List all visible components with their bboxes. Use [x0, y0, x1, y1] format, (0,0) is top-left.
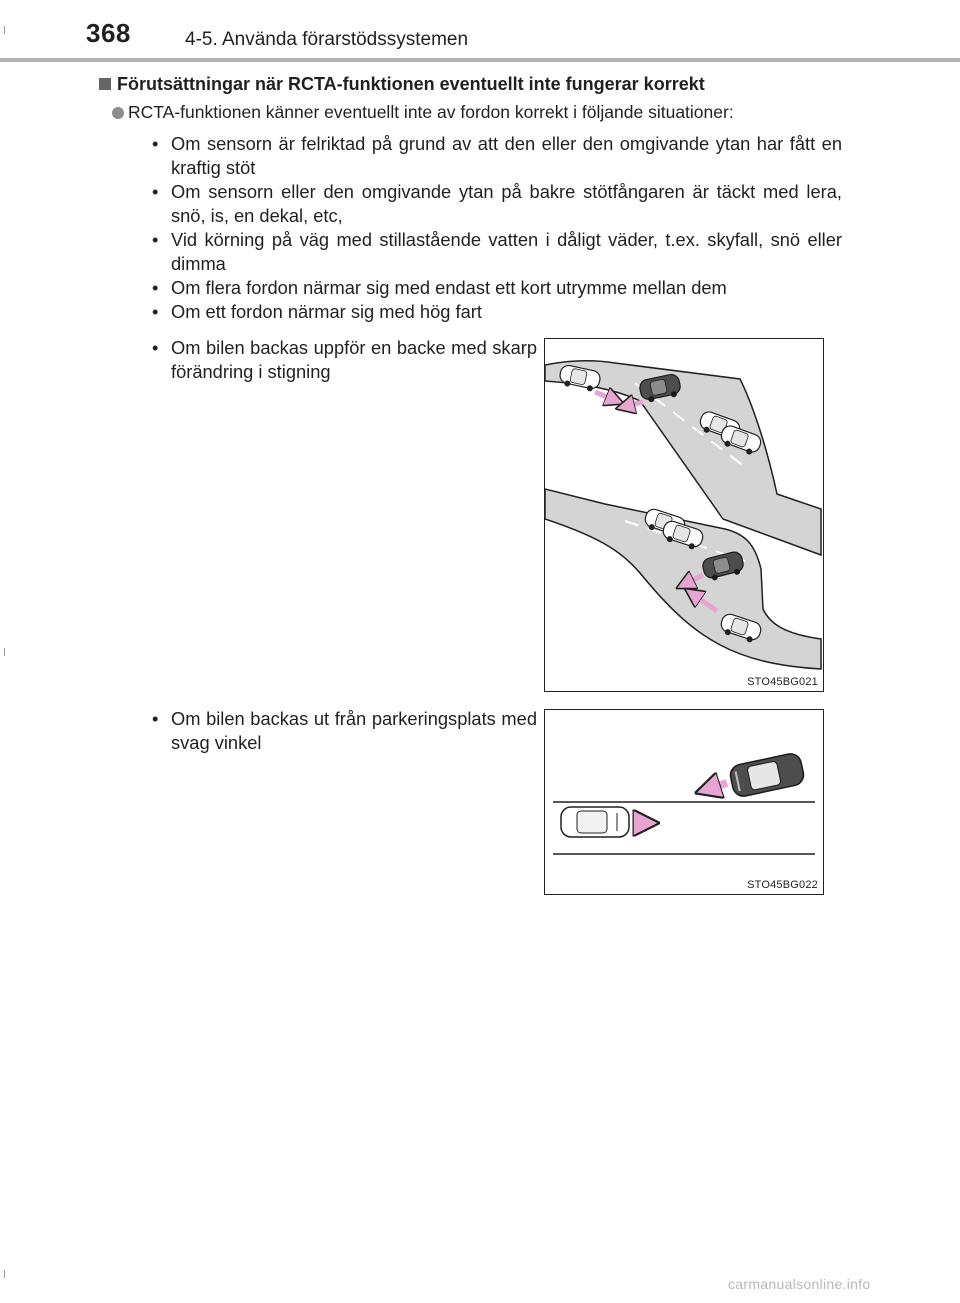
list-item: • Om ett fordon närmar sig med hög fart — [152, 300, 842, 324]
heading-text: Förutsättningar när RCTA-funktionen eventuellt inte fungerar korrekt — [117, 74, 705, 94]
crop-mark — [4, 1270, 5, 1278]
list-item-parking: • Om bilen backas ut från parkeringsplats med svag vinkel — [152, 707, 537, 755]
page-header — [0, 0, 960, 60]
parking-illustration — [545, 710, 823, 894]
crop-mark — [4, 648, 5, 656]
square-bullet-icon — [99, 78, 111, 90]
list-item-slope: • Om bilen backas uppför en backe med skarp förändring i stigning — [152, 336, 537, 384]
list-item: • Om flera fordon närmar sig med endast ett kort utrymme mellan dem — [152, 276, 842, 300]
lead-paragraph — [112, 102, 734, 123]
list-item: • Om sensorn eller den omgivande ytan på bakre stötfångaren är täckt med lera, snö, is, en dekal, etc, — [152, 180, 842, 228]
circle-bullet-icon — [112, 107, 124, 119]
figure-code: STO45BG021 — [747, 676, 818, 688]
parking-figure — [544, 709, 824, 895]
list-item: • Om sensorn är felriktad på grund av att den eller den omgivande ytan har fått en kraftig stöt — [152, 132, 842, 180]
section-title: 4-5. Använda förarstödssystemen — [185, 29, 469, 50]
footer-watermark: carmanualsonline.info — [728, 1276, 871, 1292]
slope-illustration — [545, 339, 823, 691]
page-number: 368 — [86, 18, 131, 48]
slope-figure — [544, 338, 824, 692]
figure-code: STO45BG022 — [747, 879, 818, 891]
subsection-heading — [99, 74, 705, 95]
list-item: • Vid körning på väg med stillastående vatten i dåligt väder, t.ex. skyfall, snö eller dimma — [152, 228, 842, 276]
header-rule — [0, 58, 960, 62]
lead-text: RCTA-funktionen känner eventuellt inte av fordon korrekt i följande situationer: — [128, 102, 734, 122]
crop-mark — [4, 26, 5, 34]
conditions-list — [152, 132, 842, 324]
